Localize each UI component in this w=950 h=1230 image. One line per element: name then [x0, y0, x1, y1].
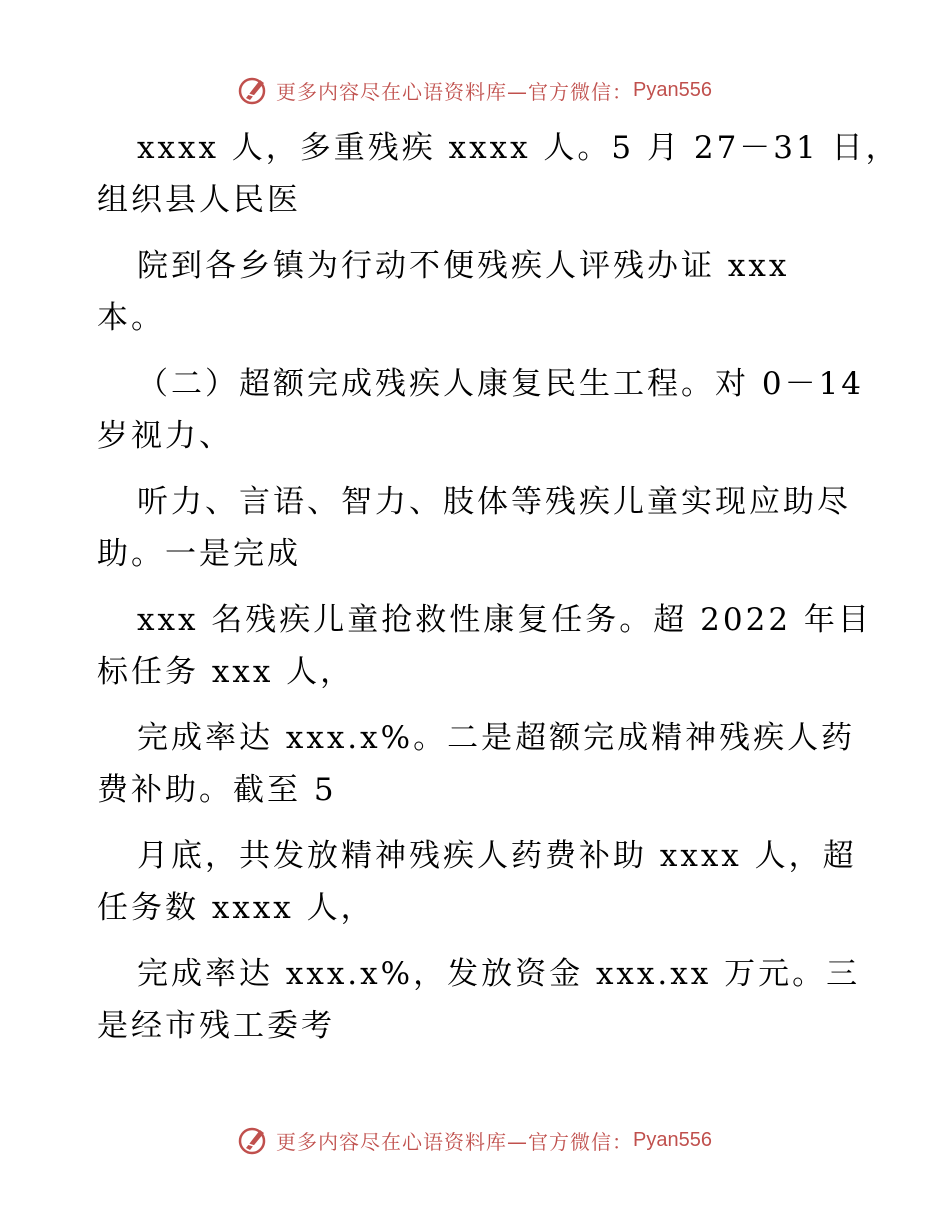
paragraph-line: 完成率达 xxx.x%，发放资金 xxx.xx 万元。三: [137, 956, 861, 992]
watermark-wechat-id: Pyan556: [633, 1128, 712, 1151]
paragraph-line: 组织县人民医: [97, 182, 301, 218]
paragraph-line: xxx 名残疾儿童抢救性康复任务。超 2022 年目: [137, 602, 872, 638]
paragraph-line: 费补助。截至 5: [97, 772, 337, 808]
paragraph: [97, 358, 865, 462]
paragraph-line: 任务数 xxxx 人，: [97, 890, 375, 926]
paragraph-line: 助。一是完成: [97, 536, 301, 572]
paragraph: [97, 948, 861, 1052]
paragraph-line: 本。: [97, 300, 165, 336]
watermark-wechat-id: Pyan556: [633, 78, 712, 101]
paragraph: [97, 712, 857, 816]
paragraph: [97, 830, 857, 934]
watermark-text: 更多内容尽在心语资料库—官方微信：: [276, 1129, 634, 1154]
paragraph-line: 标任务 xxx 人，: [97, 654, 355, 690]
paragraph-line: 院到各乡镇为行动不便残疾人评残办证 xxx: [137, 248, 790, 284]
document-body: [97, 122, 900, 1066]
paragraph-line: 岁视力、: [97, 418, 233, 454]
paragraph: [97, 476, 857, 580]
paragraph-line: 是经市残工委考: [97, 1008, 335, 1044]
paragraph: [97, 594, 872, 698]
paragraph-line: 月底，共发放精神残疾人药费补助 xxxx 人，超: [137, 838, 857, 874]
paragraph-line: 听力、言语、智力、肢体等残疾儿童实现应助尽: [137, 484, 851, 520]
paragraph: [97, 240, 857, 344]
footer-watermark: [0, 1120, 950, 1160]
paragraph-line: xxxx 人，多重残疾 xxxx 人。5 月 27－31 日，: [137, 130, 900, 166]
paragraph-line: 完成率达 xxx.x%。二是超额完成精神残疾人药: [137, 720, 856, 756]
header-watermark: [0, 70, 950, 110]
watermark-text: 更多内容尽在心语资料库—官方微信：: [276, 79, 634, 104]
quill-logo-icon: [238, 74, 270, 106]
quill-logo-icon: [238, 1124, 270, 1156]
paragraph: [97, 122, 900, 226]
paragraph-line: （二）超额完成残疾人康复民生工程。对 0－14: [137, 366, 865, 402]
